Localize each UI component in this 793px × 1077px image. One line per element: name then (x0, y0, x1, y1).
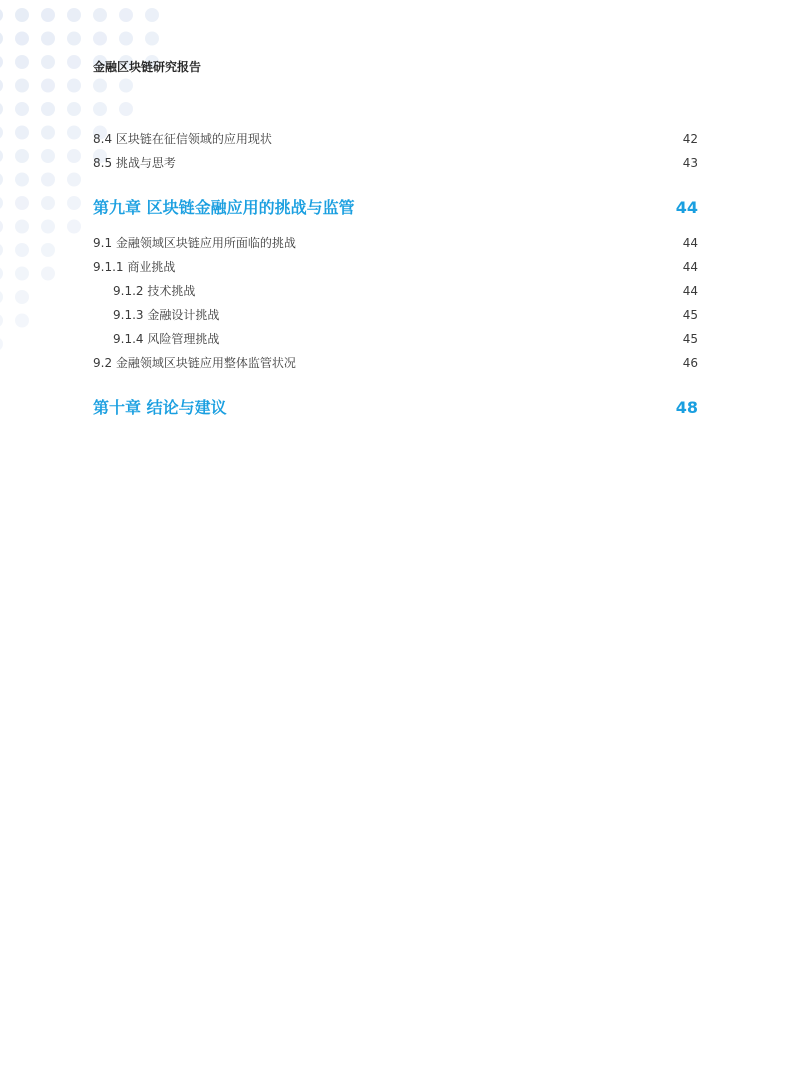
decorative-dot (119, 102, 133, 116)
toc-entry-page: 42 (682, 132, 698, 146)
toc-entry-page: 43 (682, 156, 698, 170)
decorative-dot (67, 79, 81, 93)
page-header-title: 金融区块链研究报告 (93, 60, 202, 74)
decorative-dot (15, 173, 29, 187)
decorative-dot (0, 290, 3, 304)
decorative-dot (0, 173, 3, 187)
decorative-dot (15, 55, 29, 69)
decorative-dot (15, 243, 29, 257)
decorative-dot (119, 8, 133, 22)
decorative-dot (41, 196, 55, 210)
toc-entry-label: 9.2 金融领域区块链应用整体监管状况 (93, 356, 296, 370)
decorative-dot (67, 32, 81, 46)
decorative-dot (0, 267, 3, 281)
decorative-dot (41, 149, 55, 163)
decorative-dot (145, 32, 159, 46)
decorative-dot (0, 79, 3, 93)
toc-entry-page: 44 (682, 284, 698, 298)
decorative-dot (0, 55, 3, 69)
decorative-dot (15, 220, 29, 234)
toc-entry-label: 9.1.1 商业挑战 (93, 260, 176, 274)
toc-entry-label: 8.5 挑战与思考 (93, 156, 176, 170)
decorative-dot (0, 337, 3, 351)
toc-chapter-page: 48 (675, 398, 698, 417)
decorative-dot (15, 314, 29, 328)
toc-entry-page: 45 (682, 332, 698, 346)
decorative-dot (41, 220, 55, 234)
decorative-dot (67, 8, 81, 22)
decorative-dot (41, 8, 55, 22)
decorative-dot (0, 314, 3, 328)
toc-entry-label: 9.1 金融领域区块链应用所面临的挑战 (93, 236, 296, 250)
decorative-dot (0, 149, 3, 163)
decorative-dot (41, 267, 55, 281)
decorative-dot (41, 79, 55, 93)
decorative-dot (93, 8, 107, 22)
decorative-dot (93, 102, 107, 116)
decorative-dot (15, 149, 29, 163)
decorative-dot (15, 102, 29, 116)
toc-entry-page: 45 (682, 308, 698, 322)
decorative-dot (93, 32, 107, 46)
decorative-dot (0, 126, 3, 140)
decorative-dot (15, 32, 29, 46)
decorative-dot (67, 55, 81, 69)
toc-chapter-label: 第十章 结论与建议 (93, 398, 227, 417)
decorative-dot (67, 220, 81, 234)
decorative-dot (41, 243, 55, 257)
toc-entry-page: 44 (682, 260, 698, 274)
toc-chapter-label: 第九章 区块链金融应用的挑战与监管 (93, 198, 355, 217)
decorative-dot (0, 220, 3, 234)
toc-entry-label: 9.1.2 技术挑战 (113, 284, 196, 298)
decorative-dot (0, 8, 3, 22)
decorative-dot (67, 102, 81, 116)
decorative-dot (41, 32, 55, 46)
decorative-dot (15, 290, 29, 304)
decorative-dot (145, 8, 159, 22)
decorative-dot (0, 32, 3, 46)
decorative-dot (119, 79, 133, 93)
toc-entry-label: 8.4 区块链在征信领域的应用现状 (93, 132, 272, 146)
toc-entry-label: 9.1.3 金融设计挑战 (113, 308, 220, 322)
decorative-dot-pattern (0, 0, 180, 380)
decorative-dot (15, 79, 29, 93)
decorative-dot (41, 126, 55, 140)
decorative-dot (67, 173, 81, 187)
decorative-dot (15, 196, 29, 210)
decorative-dot (15, 126, 29, 140)
decorative-dot (41, 173, 55, 187)
decorative-dot (0, 243, 3, 257)
decorative-dot (0, 196, 3, 210)
toc-entry-label: 9.1.4 风险管理挑战 (113, 332, 220, 346)
toc-entry-page: 46 (682, 356, 698, 370)
decorative-dot (67, 196, 81, 210)
toc-entry-page: 44 (682, 236, 698, 250)
decorative-dot (67, 149, 81, 163)
toc-chapter-page: 44 (675, 198, 698, 217)
decorative-dot (15, 8, 29, 22)
decorative-dot (67, 126, 81, 140)
decorative-dot (41, 55, 55, 69)
decorative-dot (93, 79, 107, 93)
decorative-dot (119, 32, 133, 46)
decorative-dot (41, 102, 55, 116)
decorative-dot (0, 102, 3, 116)
decorative-dot (15, 267, 29, 281)
